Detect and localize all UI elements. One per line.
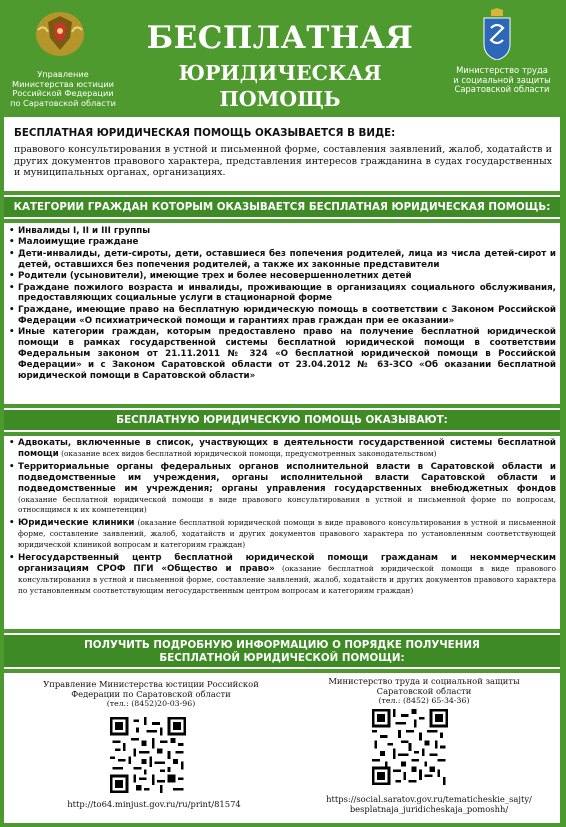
header xyxy=(0,0,566,112)
contact-name: Саратовской области xyxy=(376,686,472,696)
coat-of-arms-justice-icon xyxy=(34,8,86,58)
info-banner xyxy=(4,633,560,669)
list-item: • Негосударственный центр бесплатной юридической помощи гражданам и некоммерческим организациям СРОФ ПГИ «Общество и право» (оказание бесплатной юридической помощи в виде правового консультирования в устной и письменной форме, составление заявлений, жалоб, ходатайств и других документов правового характера по установленным соответствующим негосударственным центром вопросам и категориям граждан) xyxy=(9,553,556,595)
labor-link-line[interactable]: besplatnaja_juridicheskaja_pomoshh/ xyxy=(349,804,509,814)
ministry-left-line: Министерства юстиции xyxy=(12,78,114,89)
contact-name: Министерство труда и социальной защиты xyxy=(328,676,520,686)
category-text: Малоимущие граждане xyxy=(18,237,139,248)
category-text: Инвалиды I, II и III группы xyxy=(18,226,151,236)
list-item: • Граждане пожилого возраста и инвалиды, проживающие в организациях социального обслуживания, предоставляющих социальные услуги в стационарной форме xyxy=(9,282,556,304)
provider-title: Негосударственный центр бесплатной юридической помощи гражданам и некоммерческим организациям СРОФ ПГИ «Общество и право» xyxy=(18,553,556,574)
list-item: • Иные категории граждан, которым предоставлено право на получение бесплатной юридической помощи в рамках государственной системы бесплатной юридической помощи в соответствии Федеральным законом от 21.11.2011 № 324 «О бесплатной юридической помощи в Российской Федерации» и с Законом Саратовской области от 23.04.2012 № 63-ЗСО «Об оказании бесплатной юридической помощи в Саратовской области» xyxy=(9,327,556,381)
contact-name: Федерации по Саратовской области xyxy=(71,689,231,699)
ministry-labor-label xyxy=(444,66,560,95)
qr-code-icon[interactable] xyxy=(110,717,186,793)
list-item: • Родители (усыновители), имеющие трех и более несовершеннолетних детей xyxy=(9,271,412,282)
provider-note: (оказание бесплатной юридической помощи в виде правового консультирования в устной и письменной форме по вопросам, относящимся к их компетенции) xyxy=(18,494,556,515)
contact-justice xyxy=(26,679,276,709)
provider-note: (оказание всех видов бесплатной юридической помощи, предусмотренных законодательством) xyxy=(58,448,437,458)
contact-phone: (тел.: (8452)20-03-96) xyxy=(106,699,196,708)
ministry-right-line: Министерство труда xyxy=(456,65,548,75)
contacts-panel xyxy=(4,673,560,823)
saratov-coat-of-arms-icon xyxy=(482,8,512,60)
info-heading-line: ПОЛУЧИТЬ ПОДРОБНУЮ ИНФОРМАЦИЮ О ПОРЯДКЕ ПОЛУЧЕНИЯ xyxy=(84,639,480,651)
justice-link[interactable]: http://to64.minjust.gov.ru/ru/print/81574 xyxy=(67,799,241,809)
category-text: Граждане пожилого возраста и инвалиды, проживающие в организациях социального обслуживания, предоставляющих социальные услуги в стационарной форме xyxy=(18,282,556,304)
category-text: Дети-инвалиды, дети-сироты, дети, оставшиеся без попечения родителей, лица из числа детей-сирот и детей, оставшихся без попечения родителей, а также их законные представители xyxy=(18,248,556,270)
ministry-left-line: Управление xyxy=(37,69,89,79)
intro-text: правового консультирования в устной и письменной форме, составления заявлений, жалоб, ходатайств и других документов правового характера, представления интересов гражданина в судах государственных и муниципальных органах, организациях. xyxy=(14,144,552,178)
ministry-right-line: Саратовской области xyxy=(454,84,550,95)
list-item: • Инвалиды I, II и III группы xyxy=(9,226,151,236)
provider-title: Территориальные органы федеральных органов исполнительной власти в Саратовской области и подведомственные им учреждения, органы исполнительной власти Саратовской области и подведомственные им учреждения; органы управления государственных внебюджетных фондов xyxy=(18,461,556,494)
list-item: • Малоимущие граждане xyxy=(9,237,139,248)
list-item: • Территориальные органы федеральных органов исполнительной власти в Саратовской области и подведомственные им учреждения, органы исполнительной власти Саратовской области и подведомственные им учреждения; органы управления государственных внебюджетных фондов (оказание бесплатной юридической помощи в виде правового консультирования в устной и письменной форме по вопросам, относящимся к их компетенции) xyxy=(9,461,556,515)
intro-panel xyxy=(4,117,560,191)
category-text: Родители (усыновители), имеющие трех и более несовершеннолетних детей xyxy=(18,271,412,282)
list-item: • Адвокаты, включенные в список, участвующих в деятельности государственной системы бесплатной помощи (оказание всех видов бесплатной юридической помощи, предусмотренных законодательством) xyxy=(9,438,556,459)
contact-labor xyxy=(299,676,549,706)
providers-banner xyxy=(4,408,560,432)
provider-title: Адвокаты, включенные в список, участвующих в деятельности государственной системы бесплатной помощи xyxy=(18,438,556,459)
list-item: • Дети-инвалиды, дети-сироты, дети, оставшиеся без попечения родителей, лица из числа детей-сирот и детей, оставшихся без попечения родителей, а также их законные представители xyxy=(9,248,556,270)
ministry-left-line: по Саратовской области xyxy=(10,97,116,108)
page-subtitle: ЮРИДИЧЕСКАЯ ПОМОЩЬ xyxy=(178,61,382,111)
info-heading-line: БЕСПЛАТНОЙ ЮРИДИЧЕСКОЙ ПОМОЩИ: xyxy=(159,652,405,664)
category-text: Граждане, имеющие право на бесплатную юридическую помощь в соответствии с Законом Российской Федерации «О психиатрической помощи и гарантиях прав граждан при ее оказании» xyxy=(18,304,556,326)
ministry-left-line: Российской Федерации xyxy=(12,88,114,99)
categories-panel xyxy=(4,223,560,404)
list-item: • Граждане, имеющие право на бесплатную юридическую помощь в соответствии с Законом Российской Федерации «О психиатрической помощи и гарантиях прав граждан при ее оказании» xyxy=(9,304,556,326)
ministry-justice-label xyxy=(2,70,124,108)
contact-name: Управление Министерства юстиции Российской xyxy=(43,679,259,689)
ministry-right-line: и социальной защиты xyxy=(453,74,551,85)
categories-list xyxy=(8,226,556,382)
providers-list xyxy=(8,438,556,599)
provider-note: (оказание бесплатной юридической помощи в виде правового консультирования в устной и письменной форме, составление заявлений, жалоб, ходатайств и других документов правового характера по установленным соответствующей юридической клиникой вопросам и категориям граждан) xyxy=(18,518,556,550)
providers-heading: БЕСПЛАТНУЮ ЮРИДИЧЕСКУЮ ПОМОЩЬ ОКАЗЫВАЮТ: xyxy=(116,414,448,426)
category-text: Иные категории граждан, которым предоставлено право на получение бесплатной юридической помощи в рамках государственной системы бесплатной юридической помощи в соответствии Федеральным законом от 21.11.2011 № 324 «О бесплатной юридической помощи в Российской Федерации» и с Законом Саратовской области от 23.04.2012 № 63-ЗСО «Об оказании бесплатной юридической помощи в Саратовской области» xyxy=(18,327,556,381)
list-item: • Юридические клиники (оказание бесплатной юридической помощи в виде правового консультирования в устной и письменной форме, составление заявлений, жалоб, ходатайств и других документов правового характера по установленным соответствующей юридической клиникой вопросам и категориям граждан) xyxy=(9,518,556,550)
providers-panel xyxy=(4,436,560,629)
intro-heading: БЕСПЛАТНАЯ ЮРИДИЧЕСКАЯ ПОМОЩЬ ОКАЗЫВАЕТСЯ В ВИДЕ: xyxy=(14,127,396,139)
provider-note: (оказание бесплатной юридической помощи в виде правового консультирования в устной и письменной форме, составление заявлений, жалоб, ходатайств и других документов правового характера по установленным соответствующим негосударственным центром вопросам и категориям граждан) xyxy=(18,563,556,595)
categories-heading: КАТЕГОРИИ ГРАЖДАН КОТОРЫМ ОКАЗЫВАЕТСЯ БЕСПЛАТНАЯ ЮРИДИЧЕСКАЯ ПОМОЩЬ: xyxy=(13,201,551,213)
provider-title: Юридические клиники xyxy=(18,518,135,529)
categories-banner xyxy=(4,195,560,219)
qr-code-icon[interactable] xyxy=(372,709,448,785)
labor-link-line[interactable]: https://social.saratov.gov.ru/tematicheskie_sajty/ xyxy=(326,794,532,804)
page-title: БЕСПЛАТНАЯ xyxy=(146,20,414,56)
labor-link[interactable] xyxy=(304,794,554,814)
contact-phone: (тел.: (8452) 65-34-36) xyxy=(378,696,470,705)
